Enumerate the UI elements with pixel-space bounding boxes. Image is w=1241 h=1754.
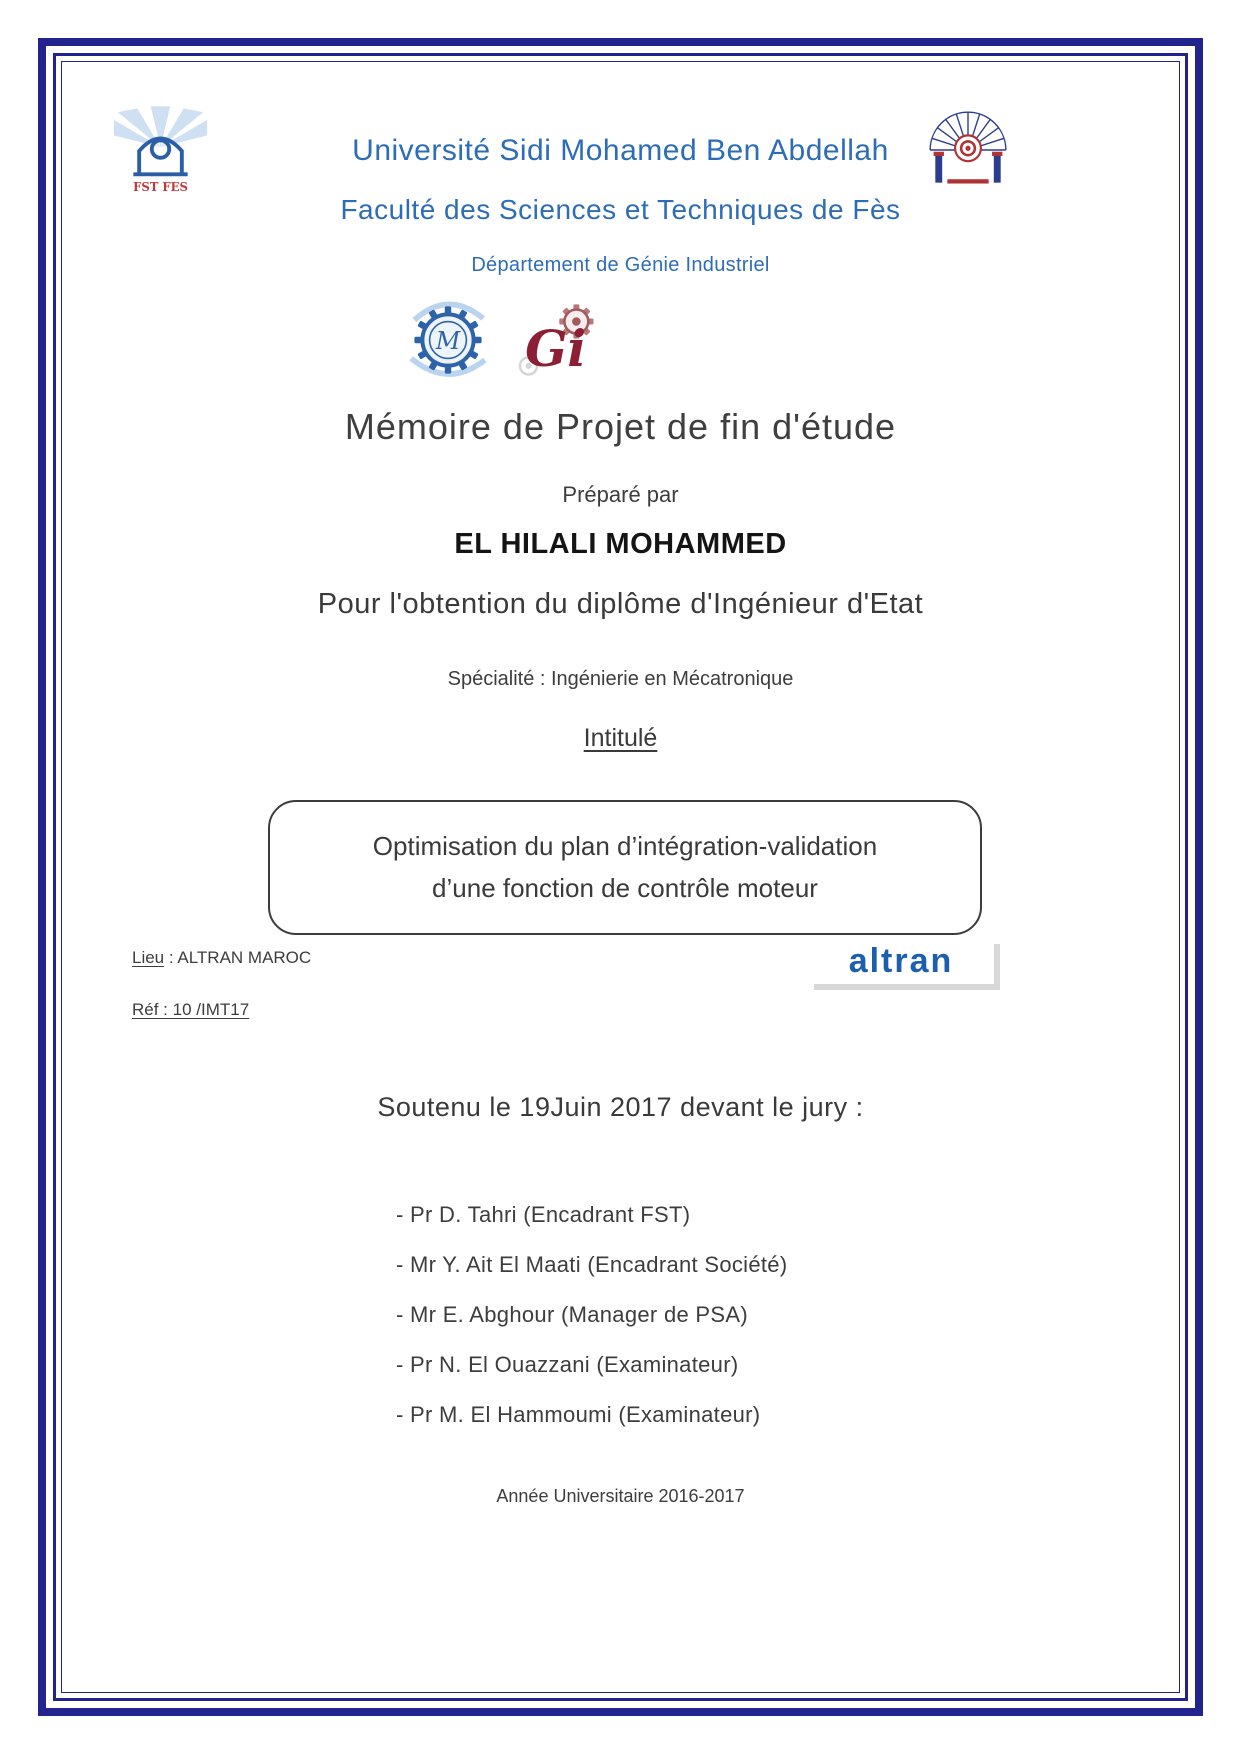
jury-member: - Mr E. Abghour (Manager de PSA) — [396, 1302, 748, 1327]
ref-line — [132, 1000, 249, 1020]
jury-list — [396, 1202, 787, 1452]
faculty-name: Faculté des Sciences et Techniques de Fès — [340, 194, 901, 225]
fst-fes-caption: FST FES — [133, 179, 188, 194]
defense-line: Soutenu le 19Juin 2017 devant le jury : — [377, 1092, 864, 1122]
author-name: EL HILALI MOHAMMED — [454, 528, 787, 560]
gi-letters: Gi — [525, 318, 587, 378]
prepared-by-label: Préparé par — [562, 482, 679, 507]
genie-industriel-gear-logo — [400, 294, 496, 386]
jury-member: - Pr M. El Hammoumi (Examinateur) — [396, 1402, 761, 1427]
jury-member: - Mr Y. Ait El Maati (Encadrant Société) — [396, 1252, 788, 1277]
degree-line: Pour l'obtention du diplôme d'Ingénieur d'Etat — [317, 588, 924, 620]
gear-letter-m: M — [435, 326, 461, 355]
jury-member: - Pr N. El Ouazzani (Examinateur) — [396, 1352, 739, 1377]
altran-wordmark: altran — [848, 942, 954, 980]
specialty-line: Spécialité : Ingénierie en Mécatronique — [447, 668, 794, 690]
lieu-value: : ALTRAN MAROC — [164, 948, 312, 967]
intitule-label: Intitulé — [583, 724, 658, 752]
project-title-line2: d’une fonction de contrôle moteur — [432, 872, 818, 903]
academic-year-footer: Année Universitaire 2016-2017 — [496, 1486, 745, 1506]
jury-member: - Pr D. Tahri (Encadrant FST) — [396, 1202, 691, 1227]
lieu-label: Lieu — [132, 948, 165, 967]
project-title-box — [268, 800, 982, 935]
department-name: Département de Génie Industriel — [471, 254, 770, 276]
university-name: Université Sidi Mohamed Ben Abdellah — [352, 134, 889, 167]
project-title-line1: Optimisation du plan d’intégration-validation — [372, 831, 878, 861]
memoir-title: Mémoire de Projet de fin d'étude — [344, 406, 897, 447]
page-content — [60, 60, 1181, 1694]
altran-logo — [808, 938, 994, 984]
ref-value: Réf : 10 /IMT17 — [132, 1000, 250, 1019]
lieu-line — [132, 948, 311, 968]
gi-logo — [508, 298, 602, 386]
